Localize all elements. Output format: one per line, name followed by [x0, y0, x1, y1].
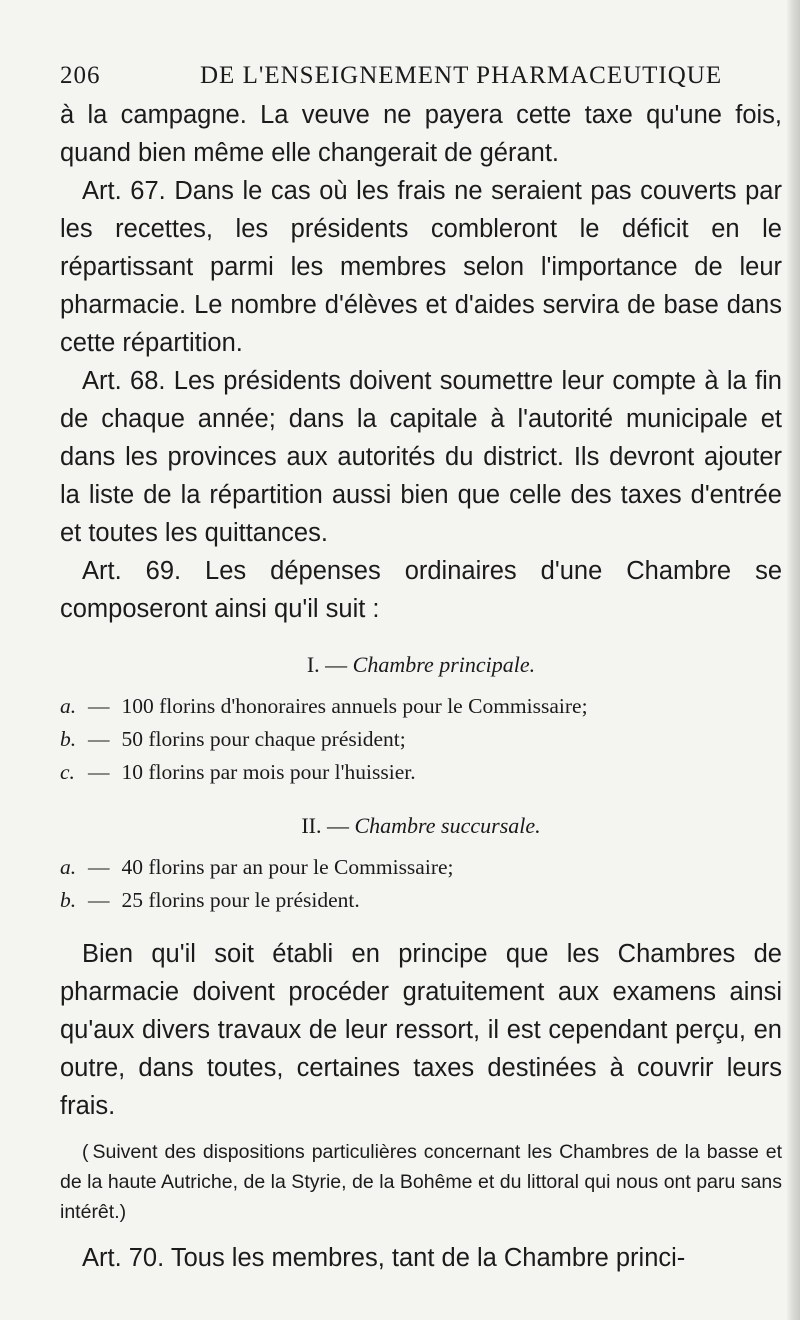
expense-list-succursale	[60, 851, 782, 917]
item-dash: —	[88, 888, 110, 912]
note-close-paren: )	[119, 1201, 127, 1223]
running-header	[60, 62, 760, 96]
paragraph-taxes: Bien qu'il soit établi en principe que les Chambres de pharmacie doivent procéder gratuitement aux examens ainsi qu'aux divers travaux de leur ressort, il est cependant perçu, en outre, dans toutes, certaines taxes destinées à couvrir leurs frais.	[60, 940, 782, 1120]
item-text: 25 florins pour le président.	[121, 888, 360, 912]
list-item	[60, 723, 782, 756]
item-letter: b.	[60, 727, 77, 751]
item-dash: —	[88, 855, 110, 879]
section-heading-principale	[60, 650, 782, 680]
list-item	[60, 851, 782, 884]
section-title: Chambre principale.	[352, 652, 536, 677]
item-letter: b.	[60, 888, 77, 912]
item-dash: —	[88, 760, 110, 784]
body-text	[60, 96, 782, 1277]
item-text: 10 florins par mois pour l'huissier.	[121, 760, 416, 784]
item-letter: c.	[60, 760, 75, 784]
section-title: Chambre succursale.	[354, 813, 541, 838]
paragraph-art-67: Art. 67. Dans le cas où les frais ne seraient pas couverts par les recettes, les présidents combleront le déficit en le répartissant parmi les membres selon l'importance de leur pharmacie. Le nombre d'élèves et d'aides servira de base dans cette répartition.	[60, 177, 782, 357]
page-edge-shadow	[786, 0, 800, 1320]
paragraph-art-68: Art. 68. Les présidents doivent soumettre leur compte à la fin de chaque année; dans la capitale à l'autorité municipale et dans les provinces aux autorités du district. Ils devront ajouter la liste de la répartition aussi bien que celle des taxes d'entrée et toutes les quittances.	[60, 367, 782, 547]
section-heading-succursale	[60, 811, 782, 841]
note-text: Suivent des dispositions particulières concernant les Chambres de la basse et de la haute Autriche, de la Styrie, de la Bohême et du littoral qui nous ont paru sans intérêt.	[60, 1141, 782, 1223]
list-item	[60, 690, 782, 723]
editorial-note	[60, 1137, 782, 1227]
paragraph-art-70: Art. 70. Tous les membres, tant de la Chambre princi-	[82, 1244, 686, 1272]
section-numeral: I. —	[306, 652, 348, 677]
item-letter: a.	[60, 855, 77, 879]
section-numeral: II. —	[301, 813, 349, 838]
item-dash: —	[88, 727, 110, 751]
item-letter: a.	[60, 694, 77, 718]
expense-list-principale	[60, 690, 782, 789]
item-text: 40 florins par an pour le Commissaire;	[121, 855, 454, 879]
note-open-paren: (	[82, 1141, 89, 1163]
list-item	[60, 756, 782, 789]
item-dash: —	[88, 694, 110, 718]
running-title: DE L'ENSEIGNEMENT PHARMACEUTIQUE	[200, 62, 723, 89]
item-text: 50 florins pour chaque président;	[121, 727, 406, 751]
list-item	[60, 884, 782, 917]
item-text: 100 florins d'honoraires annuels pour le Commissaire;	[121, 694, 588, 718]
paragraph-continuation: à la campagne. La veuve ne payera cette taxe qu'une fois, quand bien même elle changerait de gérant.	[60, 101, 782, 167]
paragraph-art-69: Art. 69. Les dépenses ordinaires d'une Chambre se composeront ainsi qu'il suit :	[60, 557, 782, 623]
page-number: 206	[60, 62, 101, 89]
